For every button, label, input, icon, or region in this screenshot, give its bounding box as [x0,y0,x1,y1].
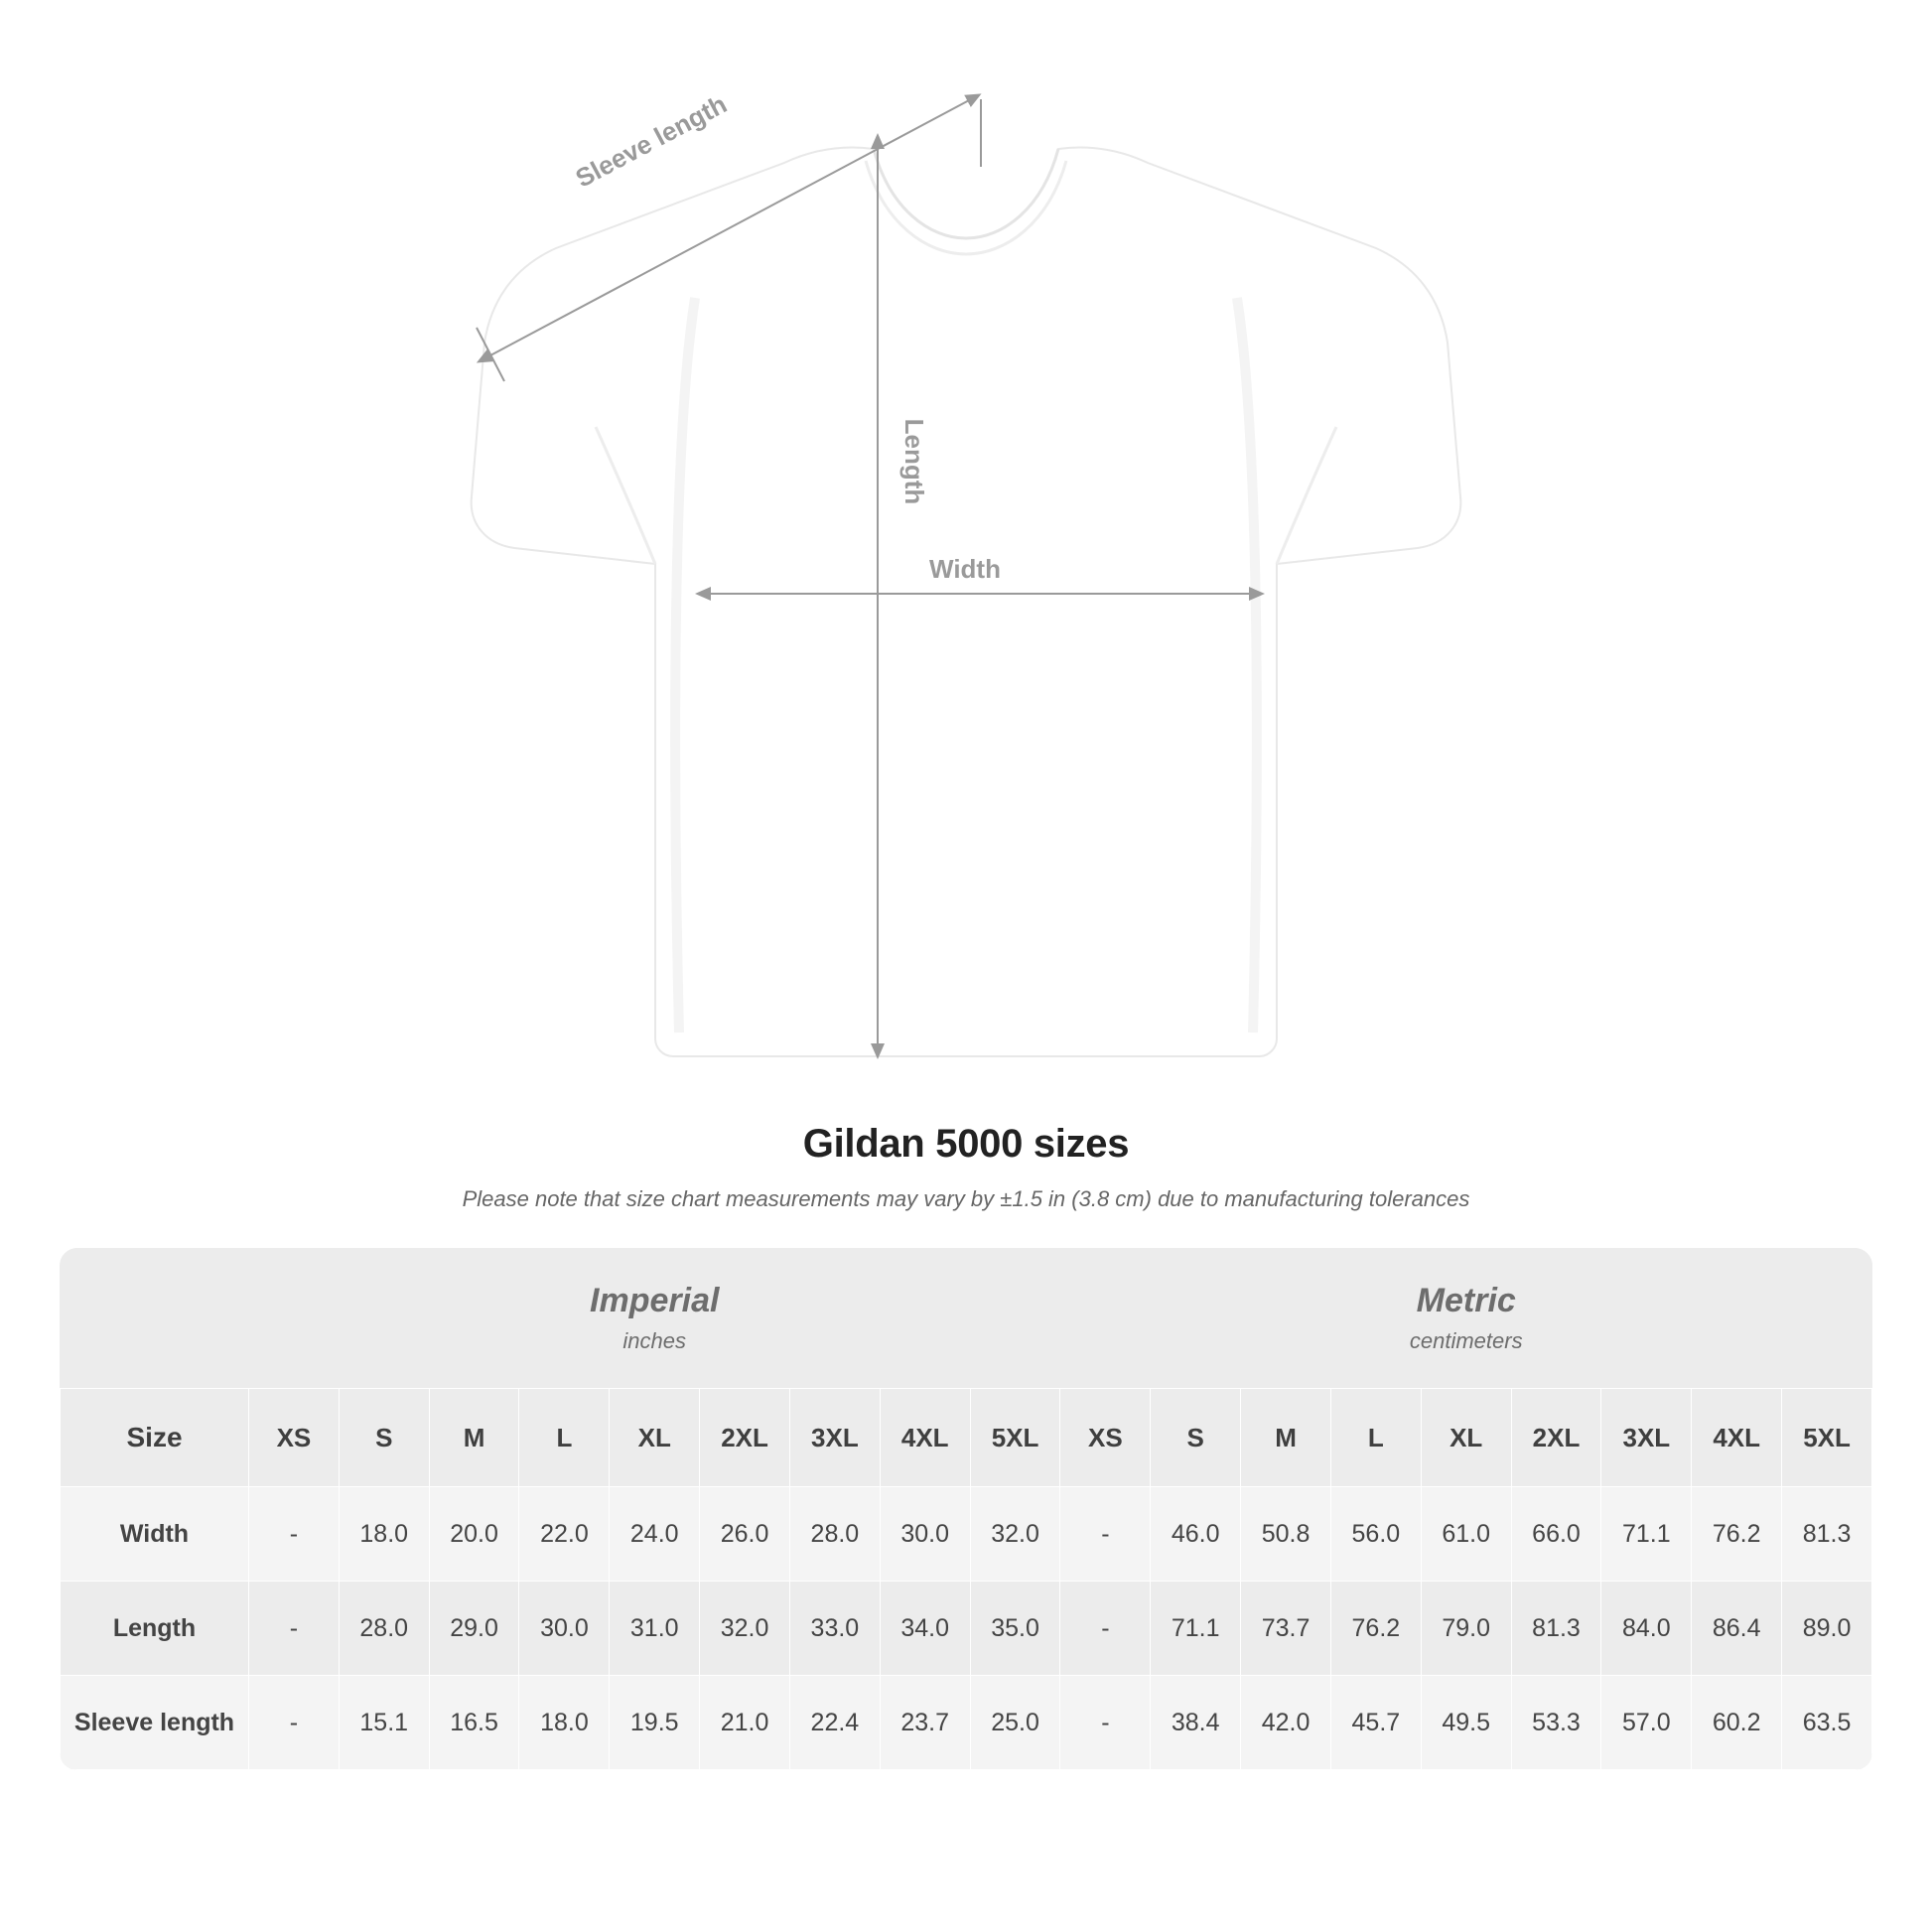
cell-imperial-sleeve-length-3xl: 22.4 [789,1676,880,1770]
table-row [61,1582,1872,1676]
cell-imperial-sleeve-length-xs: - [249,1676,340,1770]
cell-imperial-length-xl: 31.0 [610,1582,700,1676]
size-header-cell-metric-2xl: 2XL [1511,1389,1601,1487]
cell-imperial-sleeve-length-2xl: 21.0 [700,1676,790,1770]
size-header-cell-imperial-l: L [519,1389,610,1487]
cell-metric-sleeve-length-l: 45.7 [1330,1676,1421,1770]
width-label: Width [929,554,1001,584]
cell-metric-width-3xl: 71.1 [1601,1487,1692,1582]
size-header-row [61,1389,1872,1487]
tolerance-note: Please note that size chart measurements may vary by ±1.5 in (3.8 cm) due to manufacturing tolerances [462,1186,1470,1211]
size-header-cell-imperial-4xl: 4XL [880,1389,970,1487]
cell-imperial-length-2xl: 32.0 [700,1582,790,1676]
cell-imperial-length-m: 29.0 [429,1582,519,1676]
cell-metric-width-s: 46.0 [1151,1487,1241,1582]
cell-metric-width-l: 56.0 [1330,1487,1421,1582]
size-header-cell-imperial-xs: XS [249,1389,340,1487]
cell-imperial-sleeve-length-m: 16.5 [429,1676,519,1770]
size-header-cell-imperial-xl: XL [610,1389,700,1487]
cell-metric-length-5xl: 89.0 [1782,1582,1872,1676]
row-label-width: Width [61,1487,249,1582]
size-table-wrapper [60,1248,1872,1770]
row-label-length: Length [61,1582,249,1676]
unit-name-imperial: Imperial [590,1282,720,1319]
cell-metric-width-xs: - [1060,1487,1151,1582]
unit-sub-metric: centimeters [1409,1328,1523,1353]
cell-metric-sleeve-length-3xl: 57.0 [1601,1676,1692,1770]
size-header-cell-imperial-3xl: 3XL [789,1389,880,1487]
cell-imperial-length-l: 30.0 [519,1582,610,1676]
cell-metric-sleeve-length-2xl: 53.3 [1511,1676,1601,1770]
tshirt-shape [472,148,1461,1056]
unit-sub-imperial: inches [622,1328,687,1353]
table-row [61,1676,1872,1770]
cell-imperial-width-2xl: 26.0 [700,1487,790,1582]
size-header-cell-metric-4xl: 4XL [1692,1389,1782,1487]
cell-metric-sleeve-length-4xl: 60.2 [1692,1676,1782,1770]
cell-imperial-width-l: 22.0 [519,1487,610,1582]
cell-metric-length-2xl: 81.3 [1511,1582,1601,1676]
size-header-label: Size [61,1389,249,1487]
cell-metric-sleeve-length-xs: - [1060,1676,1151,1770]
cell-imperial-width-4xl: 30.0 [880,1487,970,1582]
cell-imperial-length-s: 28.0 [339,1582,429,1676]
cell-metric-length-3xl: 84.0 [1601,1582,1692,1676]
cell-imperial-width-xs: - [249,1487,340,1582]
size-header-cell-metric-xs: XS [1060,1389,1151,1487]
title-block [0,1122,1932,1212]
unit-header-row [61,1248,1872,1389]
size-header-cell-metric-5xl: 5XL [1782,1389,1872,1487]
cell-imperial-width-3xl: 28.0 [789,1487,880,1582]
cell-imperial-sleeve-length-4xl: 23.7 [880,1676,970,1770]
cell-imperial-sleeve-length-l: 18.0 [519,1676,610,1770]
size-header-cell-imperial-m: M [429,1389,519,1487]
cell-imperial-width-s: 18.0 [339,1487,429,1582]
sleeve-length-label: Sleeve length [570,88,732,194]
cell-metric-width-m: 50.8 [1241,1487,1331,1582]
size-header-cell-metric-s: S [1151,1389,1241,1487]
cell-imperial-length-5xl: 35.0 [970,1582,1060,1676]
size-header-cell-imperial-2xl: 2XL [700,1389,790,1487]
unit-header-metric [1060,1248,1872,1389]
page-title: Gildan 5000 sizes [802,1122,1130,1166]
unit-name-metric: Metric [1416,1282,1516,1319]
cell-imperial-length-3xl: 33.0 [789,1582,880,1676]
cell-imperial-width-xl: 24.0 [610,1487,700,1582]
cell-metric-length-m: 73.7 [1241,1582,1331,1676]
cell-metric-width-4xl: 76.2 [1692,1487,1782,1582]
size-header-cell-metric-3xl: 3XL [1601,1389,1692,1487]
cell-imperial-sleeve-length-5xl: 25.0 [970,1676,1060,1770]
cell-metric-length-4xl: 86.4 [1692,1582,1782,1676]
cell-imperial-length-4xl: 34.0 [880,1582,970,1676]
size-header-cell-imperial-s: S [339,1389,429,1487]
cell-metric-length-l: 76.2 [1330,1582,1421,1676]
size-table [60,1248,1872,1770]
cell-metric-width-5xl: 81.3 [1782,1487,1872,1582]
unit-spacer-cell [61,1248,249,1389]
table-row [61,1487,1872,1582]
cell-metric-sleeve-length-xl: 49.5 [1421,1676,1511,1770]
cell-imperial-sleeve-length-xl: 19.5 [610,1676,700,1770]
row-label-sleeve-length: Sleeve length [61,1676,249,1770]
cell-metric-width-2xl: 66.0 [1511,1487,1601,1582]
cell-metric-length-s: 71.1 [1151,1582,1241,1676]
size-header-cell-metric-m: M [1241,1389,1331,1487]
cell-metric-sleeve-length-m: 42.0 [1241,1676,1331,1770]
length-label: Length [899,418,929,505]
cell-metric-sleeve-length-s: 38.4 [1151,1676,1241,1770]
size-header-cell-metric-xl: XL [1421,1389,1511,1487]
cell-metric-sleeve-length-5xl: 63.5 [1782,1676,1872,1770]
cell-metric-length-xs: - [1060,1582,1151,1676]
unit-header-imperial [249,1248,1060,1389]
cell-metric-length-xl: 79.0 [1421,1582,1511,1676]
cell-imperial-length-xs: - [249,1582,340,1676]
cell-imperial-width-m: 20.0 [429,1487,519,1582]
cell-imperial-width-5xl: 32.0 [970,1487,1060,1582]
cell-metric-width-xl: 61.0 [1421,1487,1511,1582]
cell-imperial-sleeve-length-s: 15.1 [339,1676,429,1770]
size-header-cell-metric-l: L [1330,1389,1421,1487]
size-header-cell-imperial-5xl: 5XL [970,1389,1060,1487]
